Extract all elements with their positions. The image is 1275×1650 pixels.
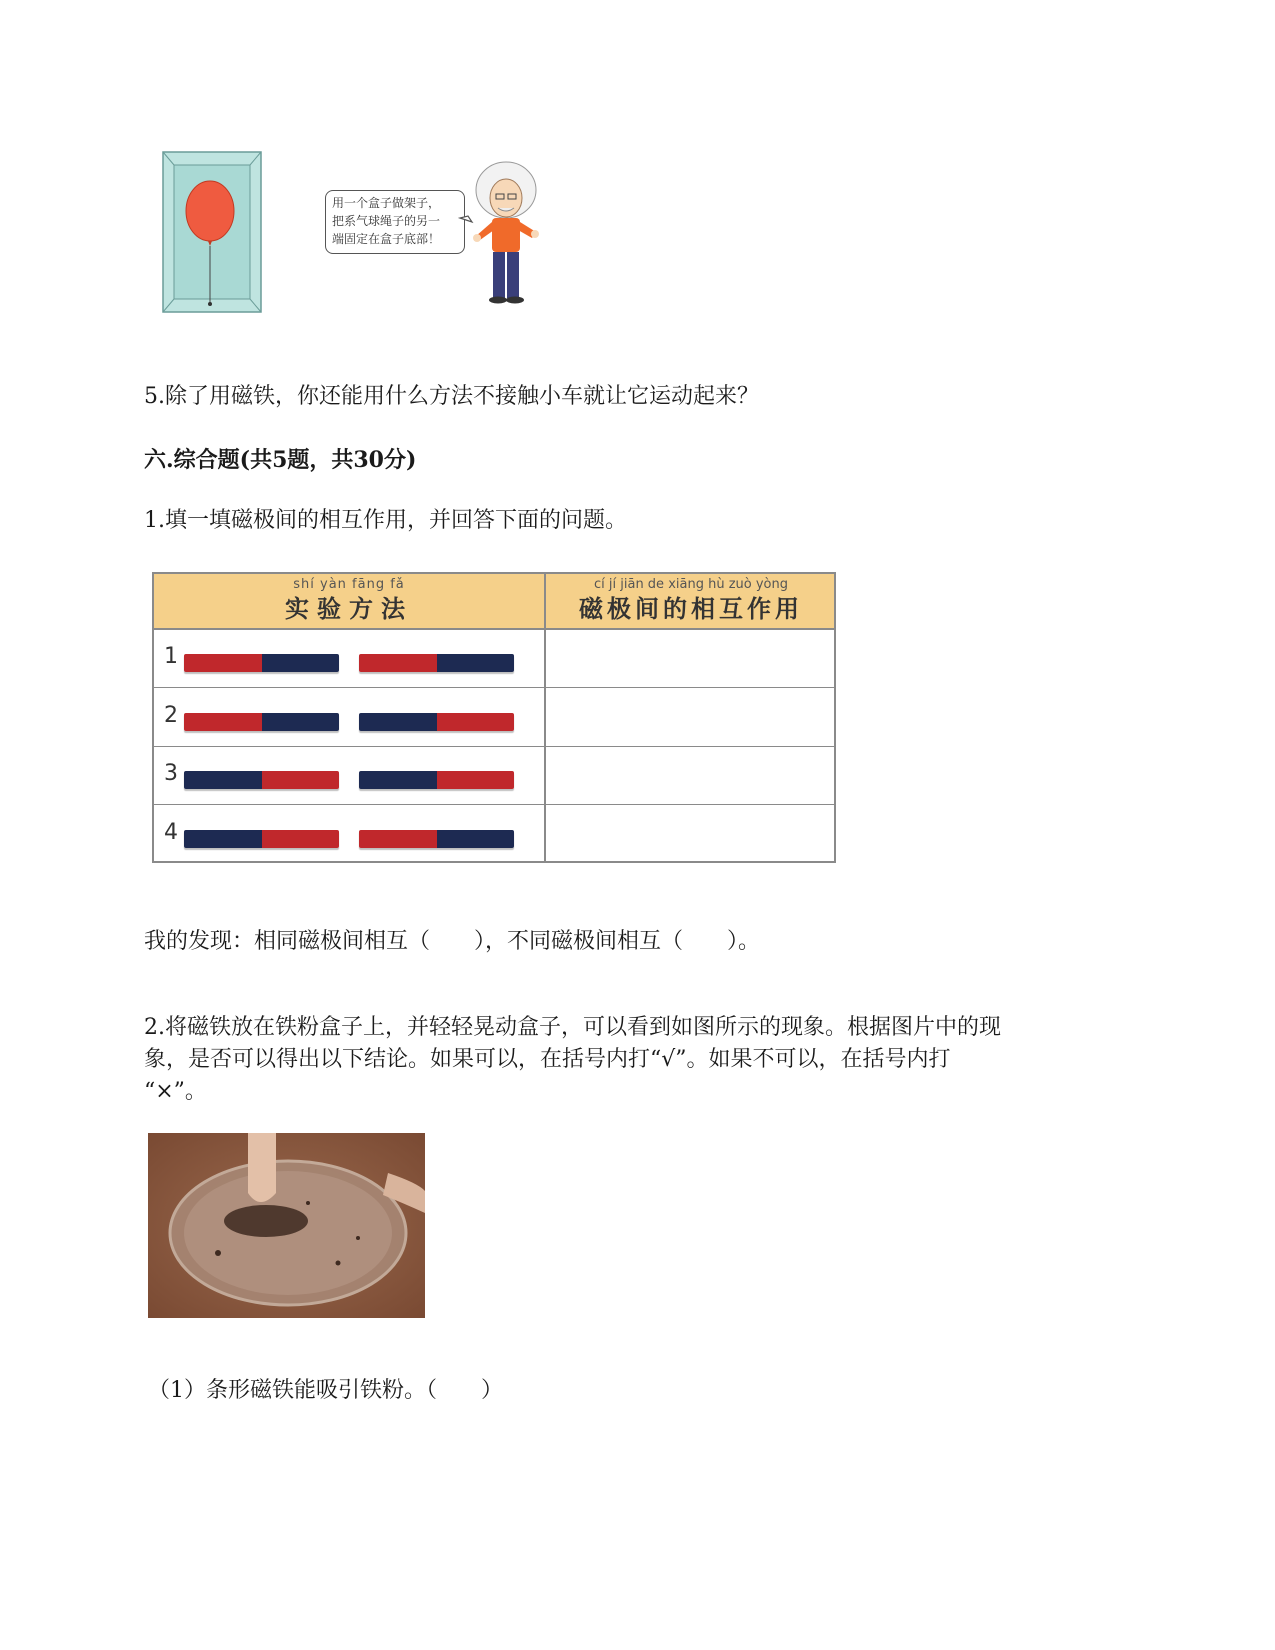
table-header <box>154 574 834 630</box>
q2-item-1: （1）条形磁铁能吸引铁粉。（ ） <box>148 1378 503 1403</box>
magnet-pole-blue <box>359 771 437 789</box>
magnet-left <box>184 654 339 672</box>
magnet-right <box>359 830 514 848</box>
row-number: 2 <box>164 702 178 728</box>
row-number: 4 <box>164 819 178 845</box>
magnet-pole-blue <box>262 654 340 672</box>
magnet-left <box>184 713 339 731</box>
header-method-pinyin: shí yàn fāng fǎ <box>293 577 405 592</box>
header-interaction <box>546 574 836 628</box>
magnet-pole-red <box>262 830 340 848</box>
column-divider <box>544 574 546 861</box>
magnet-pole-red <box>184 713 262 731</box>
comprehensive-q2-prompt <box>144 1012 1104 1108</box>
prompt-line: 2.将磁铁放在铁粉盒子上，并轻轻晃动盒子，可以看到如图所示的现象。根据图片中的现 <box>144 1015 1001 1040</box>
magnet-pole-blue <box>262 713 340 731</box>
prompt-line: 象，是否可以得出以下结论。如果可以，在括号内打“√”。如果不可以，在括号内打 <box>144 1047 951 1072</box>
header-method <box>154 574 544 628</box>
magnet-pole-red <box>184 654 262 672</box>
bubble-line: 用一个盒子做架子， <box>332 196 441 210</box>
finding-sentence: 我的发现：相同磁极间相互（ ），不同磁极间相互（ ）。 <box>144 929 761 954</box>
magnet-pole-red <box>262 771 340 789</box>
magnet-pole-red <box>359 654 437 672</box>
table-row <box>154 806 834 864</box>
row-number: 3 <box>164 761 178 786</box>
magnet-pole-blue <box>184 830 262 848</box>
magnet-right <box>359 713 514 731</box>
row-number: 1 <box>164 644 178 669</box>
magnet-pole-blue <box>359 713 437 731</box>
table-row <box>154 689 834 747</box>
magnet-pole-blue <box>437 654 515 672</box>
scientist-cartoon <box>458 160 548 305</box>
section-heading: 六.综合题(共5题，共30分) <box>144 447 417 473</box>
magnet-left <box>184 830 339 848</box>
balloon-box-illustration <box>162 151 262 313</box>
magnet-pole-red <box>437 713 515 731</box>
magnet-left <box>184 771 339 789</box>
magnet-right <box>359 654 514 672</box>
magnet-pole-red <box>437 771 515 789</box>
header-method-title: 实验方法 <box>285 594 413 623</box>
header-interaction-pinyin: cí jí jiān de xiāng hù zuò yòng <box>594 577 788 592</box>
comprehensive-q1-prompt: 1.填一填磁极间的相互作用，并回答下面的问题。 <box>144 508 627 533</box>
header-interaction-title: 磁极间的相互作用 <box>579 594 803 623</box>
magnet-pole-table <box>152 572 836 863</box>
iron-filings-photo <box>148 1133 425 1318</box>
magnet-pole-blue <box>184 771 262 789</box>
magnet-right <box>359 771 514 789</box>
magnet-pole-red <box>359 830 437 848</box>
prompt-line: “×”。 <box>144 1079 207 1104</box>
question-5: 5.除了用磁铁，你还能用什么方法不接触小车就让它运动起来？ <box>144 384 759 409</box>
bubble-line: 端固定在盒子底部！ <box>332 232 441 246</box>
table-row <box>154 747 834 805</box>
table-row <box>154 630 834 688</box>
bubble-line: 把系气球绳子的另一 <box>332 214 441 228</box>
speech-bubble <box>325 190 465 254</box>
magnet-pole-blue <box>437 830 515 848</box>
